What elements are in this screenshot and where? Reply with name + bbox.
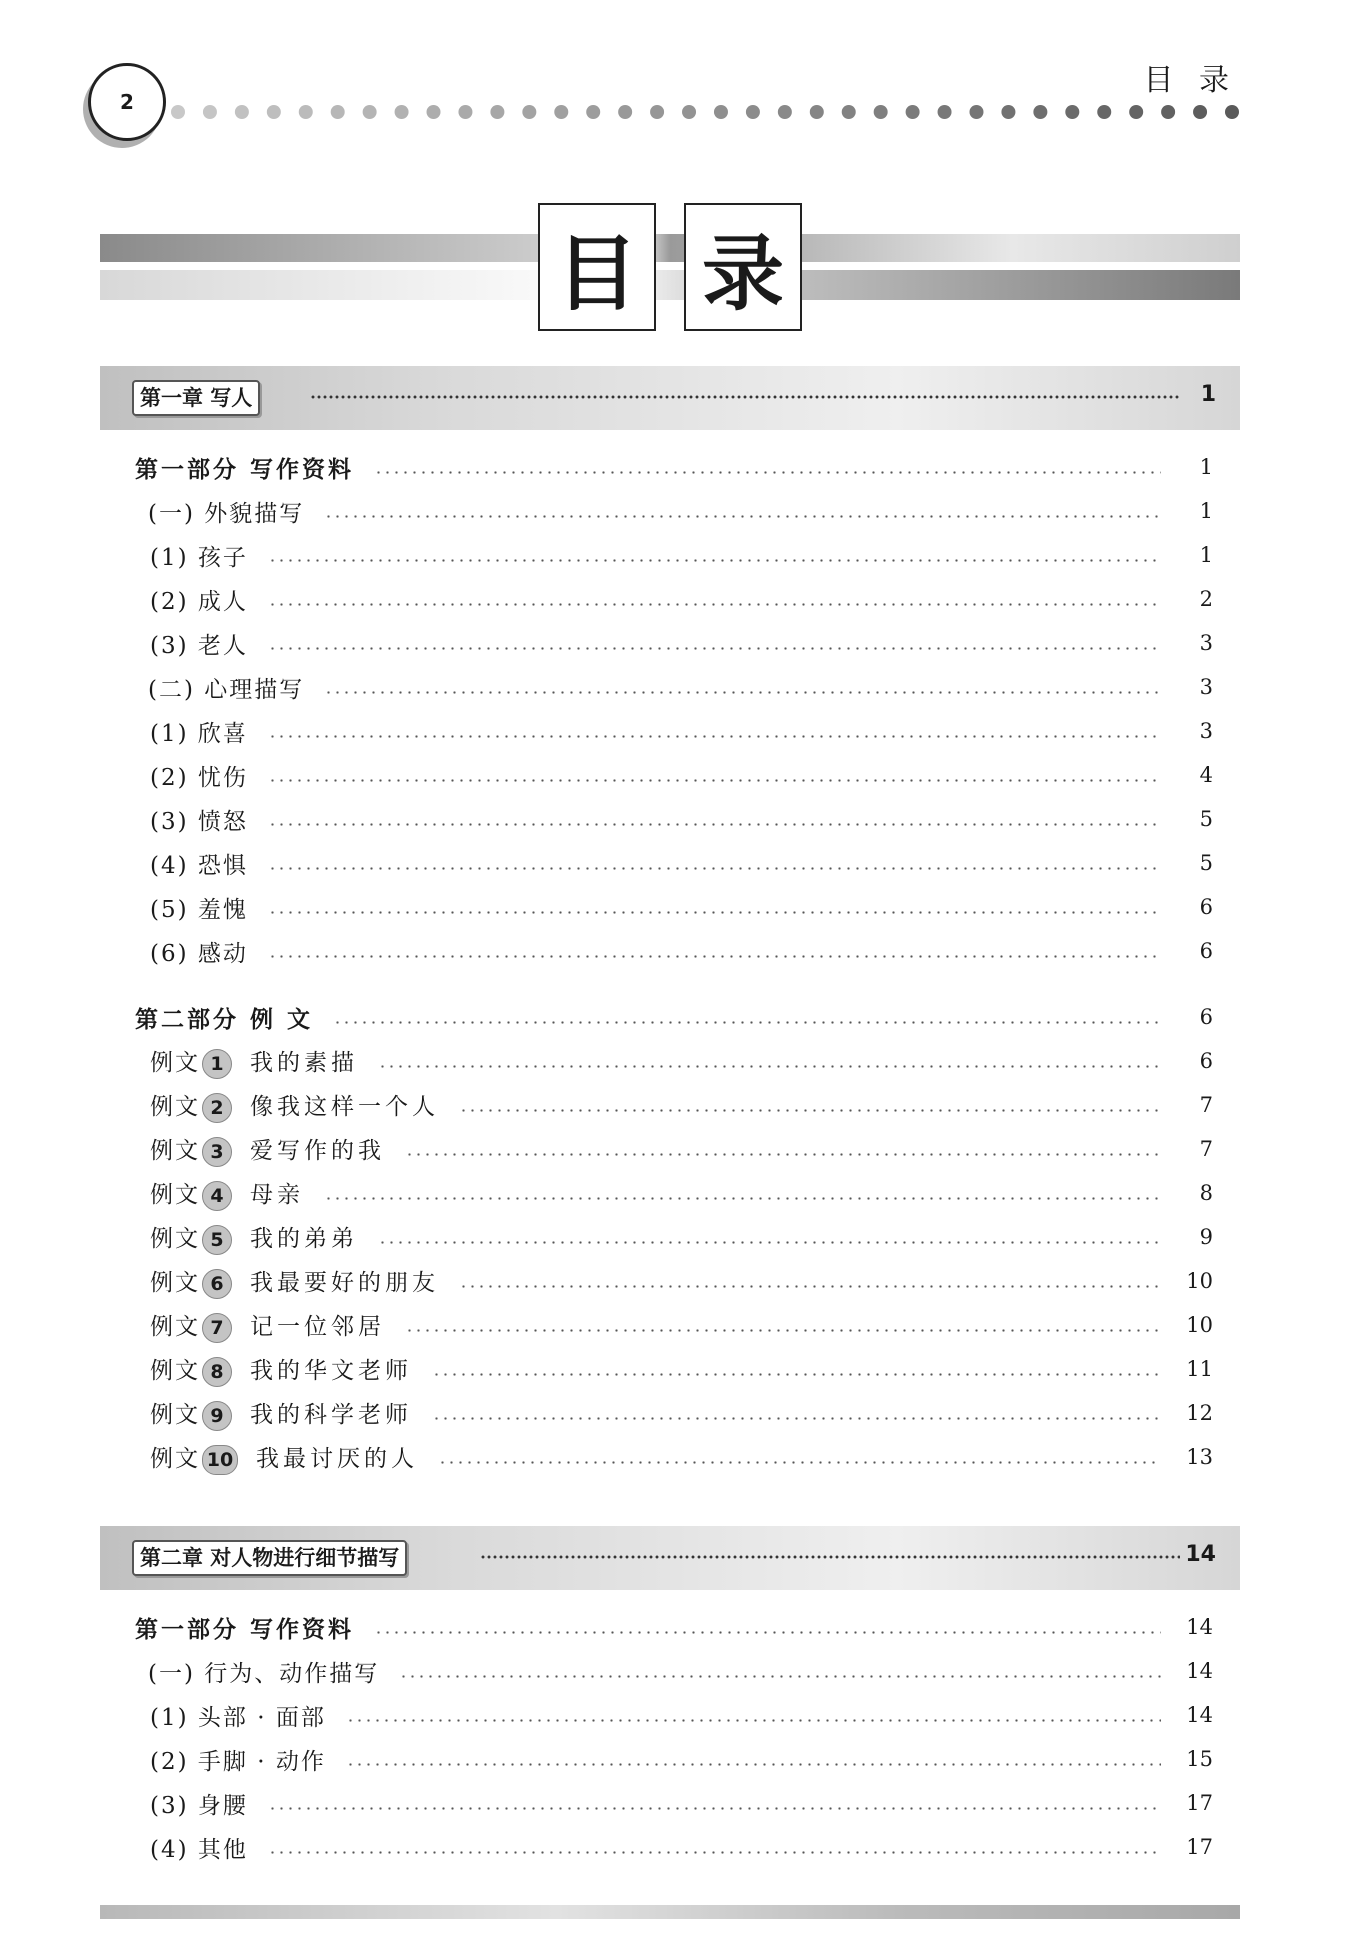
example-number-badge: 3 xyxy=(202,1137,232,1167)
toc-item-label: (4) 其他 xyxy=(150,1836,248,1863)
toc-leader xyxy=(268,779,1161,782)
toc-page-number: 14 xyxy=(1186,1615,1213,1639)
toc-part-row[interactable] xyxy=(135,997,1213,1037)
chapter-label: 第二章 对人物进行细节描写 xyxy=(132,1540,407,1576)
toc-leader xyxy=(268,823,1161,826)
toc-example-row[interactable] xyxy=(150,1305,1213,1345)
chapter-page: 1 xyxy=(1200,382,1216,407)
example-prefix: 例文 xyxy=(150,1181,200,1208)
toc-section-row[interactable] xyxy=(148,667,1213,707)
header-dot xyxy=(1225,105,1239,119)
page-title-char-2: 录 xyxy=(684,203,802,331)
example-title: 我的科学老师 xyxy=(250,1401,412,1428)
toc-page-number: 3 xyxy=(1199,719,1213,743)
header-dot xyxy=(458,105,472,119)
toc-leader xyxy=(268,559,1161,562)
toc-example-row[interactable] xyxy=(150,1437,1213,1477)
toc-page-number: 5 xyxy=(1199,807,1213,831)
chapter-1-bar[interactable] xyxy=(100,366,1240,430)
header-dot xyxy=(938,105,952,119)
toc-page-number: 1 xyxy=(1199,543,1213,567)
toc-page-number: 8 xyxy=(1199,1181,1213,1205)
header-dot xyxy=(490,105,504,119)
header-dot xyxy=(1129,105,1143,119)
toc-example-row[interactable] xyxy=(150,1261,1213,1301)
header-dot xyxy=(522,105,536,119)
toc-item-label: (3) 老人 xyxy=(150,632,248,659)
example-title: 像我这样一个人 xyxy=(250,1093,439,1120)
header-dot xyxy=(1001,105,1015,119)
toc-item-row[interactable] xyxy=(150,799,1213,839)
toc-leader xyxy=(324,691,1161,694)
example-title: 我最要好的朋友 xyxy=(250,1269,439,1296)
toc-page-number: 5 xyxy=(1199,851,1213,875)
toc-part-row[interactable] xyxy=(135,1607,1213,1647)
example-prefix: 例文 xyxy=(150,1357,200,1384)
toc-part-label: 第二部分 例 文 xyxy=(135,1006,314,1033)
toc-leader xyxy=(268,735,1161,738)
toc-page-number: 11 xyxy=(1186,1357,1213,1381)
toc-item-row[interactable] xyxy=(150,887,1213,927)
toc-leader xyxy=(459,1109,1161,1112)
header-dot xyxy=(1033,105,1047,119)
toc-item-row[interactable] xyxy=(150,1783,1213,1823)
toc-item-row[interactable] xyxy=(150,623,1213,663)
toc-page-number: 1 xyxy=(1199,499,1213,523)
header-dot xyxy=(331,105,345,119)
toc-part-label: 第一部分 写作资料 xyxy=(135,456,355,483)
example-prefix: 例文 xyxy=(150,1137,200,1164)
example-prefix: 例文 xyxy=(150,1445,200,1472)
toc-leader xyxy=(268,647,1161,650)
example-number-badge: 6 xyxy=(202,1269,232,1299)
example-number-badge: 4 xyxy=(202,1181,232,1211)
toc-page-number: 12 xyxy=(1186,1401,1213,1425)
header-dot xyxy=(235,105,249,119)
example-title: 我的弟弟 xyxy=(250,1225,358,1252)
toc-item-label: (1) 欣喜 xyxy=(150,720,248,747)
header-dot xyxy=(650,105,664,119)
toc-section-row[interactable] xyxy=(148,1651,1213,1691)
title-band-bottom xyxy=(100,270,1240,300)
toc-page-number: 2 xyxy=(1199,587,1213,611)
toc-item-label: (2) 成人 xyxy=(150,588,248,615)
header-dot xyxy=(746,105,760,119)
toc-leader xyxy=(459,1285,1161,1288)
toc-leader xyxy=(346,1763,1161,1766)
running-header-title: 目 录 xyxy=(1143,63,1237,98)
toc-item-label: (1) 头部 · 面部 xyxy=(150,1704,326,1731)
toc-section-label: (一) 外貌描写 xyxy=(148,500,305,527)
toc-section-label: (二) 心理描写 xyxy=(148,676,305,703)
chapter-leader xyxy=(310,394,1180,400)
header-dot xyxy=(363,105,377,119)
toc-example-row[interactable] xyxy=(150,1085,1213,1125)
toc-item-row[interactable] xyxy=(150,1827,1213,1867)
toc-leader xyxy=(324,515,1161,518)
title-band-top xyxy=(100,234,1240,262)
toc-item-label: (3) 愤怒 xyxy=(150,808,248,835)
example-number-badge: 1 xyxy=(202,1049,232,1079)
example-number-badge: 2 xyxy=(202,1093,232,1123)
example-number-badge: 5 xyxy=(202,1225,232,1255)
toc-page-number: 10 xyxy=(1186,1269,1213,1293)
toc-page-number: 9 xyxy=(1199,1225,1213,1249)
toc-leader xyxy=(346,1719,1161,1722)
toc-example-row[interactable] xyxy=(150,1173,1213,1213)
header-dot xyxy=(778,105,792,119)
toc-page-number: 7 xyxy=(1199,1093,1213,1117)
chapter-page: 14 xyxy=(1185,1542,1216,1567)
header-dot xyxy=(682,105,696,119)
toc-example-row[interactable] xyxy=(150,1041,1213,1081)
toc-page-number: 17 xyxy=(1186,1835,1213,1859)
header-dot xyxy=(1065,105,1079,119)
toc-part-label: 第一部分 写作资料 xyxy=(135,1616,355,1643)
toc-leader xyxy=(399,1675,1161,1678)
page-number-badge: 2 xyxy=(88,63,166,141)
toc-item-row[interactable] xyxy=(150,1695,1213,1735)
header-dot xyxy=(714,105,728,119)
toc-leader xyxy=(374,471,1161,474)
toc-page-number: 10 xyxy=(1186,1313,1213,1337)
example-prefix: 例文 xyxy=(150,1225,200,1252)
example-number-badge: 9 xyxy=(202,1401,232,1431)
toc-item-row[interactable] xyxy=(150,843,1213,883)
toc-item-row[interactable] xyxy=(150,755,1213,795)
chapter-2-bar[interactable] xyxy=(100,1526,1240,1590)
toc-section-row[interactable] xyxy=(148,491,1213,531)
toc-leader xyxy=(268,867,1161,870)
toc-item-row[interactable] xyxy=(150,1739,1213,1779)
header-dot xyxy=(395,105,409,119)
header-dot xyxy=(1161,105,1175,119)
toc-item-row[interactable] xyxy=(150,535,1213,575)
toc-leader xyxy=(268,1851,1161,1854)
toc-leader xyxy=(268,1807,1161,1810)
toc-page-number: 3 xyxy=(1199,675,1213,699)
toc-leader xyxy=(432,1373,1161,1376)
toc-item-label: (5) 羞愧 xyxy=(150,896,248,923)
header-dot xyxy=(906,105,920,119)
header-dot xyxy=(1193,105,1207,119)
chapter-label: 第一章 写人 xyxy=(132,380,260,416)
header-dot xyxy=(267,105,281,119)
example-prefix: 例文 xyxy=(150,1269,200,1296)
example-number-badge: 10 xyxy=(202,1445,238,1475)
toc-leader xyxy=(438,1461,1161,1464)
toc-page-number: 6 xyxy=(1199,895,1213,919)
toc-page-number: 14 xyxy=(1186,1659,1213,1683)
toc-section-label: (一) 行为、动作描写 xyxy=(148,1660,380,1687)
toc-example-row[interactable] xyxy=(150,1129,1213,1169)
toc-example-row[interactable] xyxy=(150,1349,1213,1389)
toc-leader xyxy=(268,911,1161,914)
toc-page-number: 4 xyxy=(1199,763,1213,787)
page-title-char-1: 目 xyxy=(538,203,656,331)
header-dot xyxy=(810,105,824,119)
toc-leader xyxy=(324,1197,1161,1200)
toc-page-number: 6 xyxy=(1199,1005,1213,1029)
toc-item-label: (4) 恐惧 xyxy=(150,852,248,879)
header-dot xyxy=(1097,105,1111,119)
example-number-badge: 7 xyxy=(202,1313,232,1343)
toc-example-row[interactable] xyxy=(150,1217,1213,1257)
example-title: 我的华文老师 xyxy=(250,1357,412,1384)
toc-leader xyxy=(405,1329,1161,1332)
toc-page-number: 14 xyxy=(1186,1703,1213,1727)
example-title: 记一位邻居 xyxy=(250,1313,385,1340)
toc-item-label: (2) 忧伤 xyxy=(150,764,248,791)
toc-item-row[interactable] xyxy=(150,579,1213,619)
example-title: 母亲 xyxy=(250,1181,304,1208)
toc-page-number: 6 xyxy=(1199,1049,1213,1073)
header-dot xyxy=(842,105,856,119)
toc-page-number: 3 xyxy=(1199,631,1213,655)
toc-item-row[interactable] xyxy=(150,931,1213,971)
header-dot xyxy=(203,105,217,119)
toc-page-number: 1 xyxy=(1199,455,1213,479)
example-prefix: 例文 xyxy=(150,1093,200,1120)
toc-item-row[interactable] xyxy=(150,711,1213,751)
toc-item-label: (1) 孩子 xyxy=(150,544,248,571)
toc-leader xyxy=(405,1153,1161,1156)
example-prefix: 例文 xyxy=(150,1401,200,1428)
header-dot xyxy=(874,105,888,119)
toc-example-row[interactable] xyxy=(150,1393,1213,1433)
toc-leader xyxy=(432,1417,1161,1420)
toc-leader xyxy=(268,955,1161,958)
toc-page-number: 17 xyxy=(1186,1791,1213,1815)
toc-leader xyxy=(333,1021,1161,1024)
chapter-leader xyxy=(480,1554,1180,1560)
example-title: 我最讨厌的人 xyxy=(256,1445,418,1472)
header-dot xyxy=(586,105,600,119)
toc-item-label: (6) 感动 xyxy=(150,940,248,967)
example-number-badge: 8 xyxy=(202,1357,232,1387)
toc-page-number: 6 xyxy=(1199,939,1213,963)
example-title: 我的素描 xyxy=(250,1049,358,1076)
header-dot-rule xyxy=(170,102,1240,122)
toc-leader xyxy=(378,1065,1161,1068)
toc-leader xyxy=(378,1241,1161,1244)
footer-rule xyxy=(100,1905,1240,1919)
example-prefix: 例文 xyxy=(150,1049,200,1076)
header-dot xyxy=(299,105,313,119)
toc-leader xyxy=(268,603,1161,606)
toc-part-row[interactable] xyxy=(135,447,1213,487)
header-dot xyxy=(427,105,441,119)
toc-page-number: 15 xyxy=(1186,1747,1213,1771)
example-title: 爱写作的我 xyxy=(250,1137,385,1164)
example-prefix: 例文 xyxy=(150,1313,200,1340)
toc-leader xyxy=(374,1631,1161,1634)
toc-item-label: (3) 身腰 xyxy=(150,1792,248,1819)
toc-page-number: 7 xyxy=(1199,1137,1213,1161)
header-dot xyxy=(969,105,983,119)
header-dot xyxy=(171,105,185,119)
toc-item-label: (2) 手脚 · 动作 xyxy=(150,1748,326,1775)
toc-page-number: 13 xyxy=(1186,1445,1213,1469)
header-dot xyxy=(554,105,568,119)
header-dot xyxy=(618,105,632,119)
